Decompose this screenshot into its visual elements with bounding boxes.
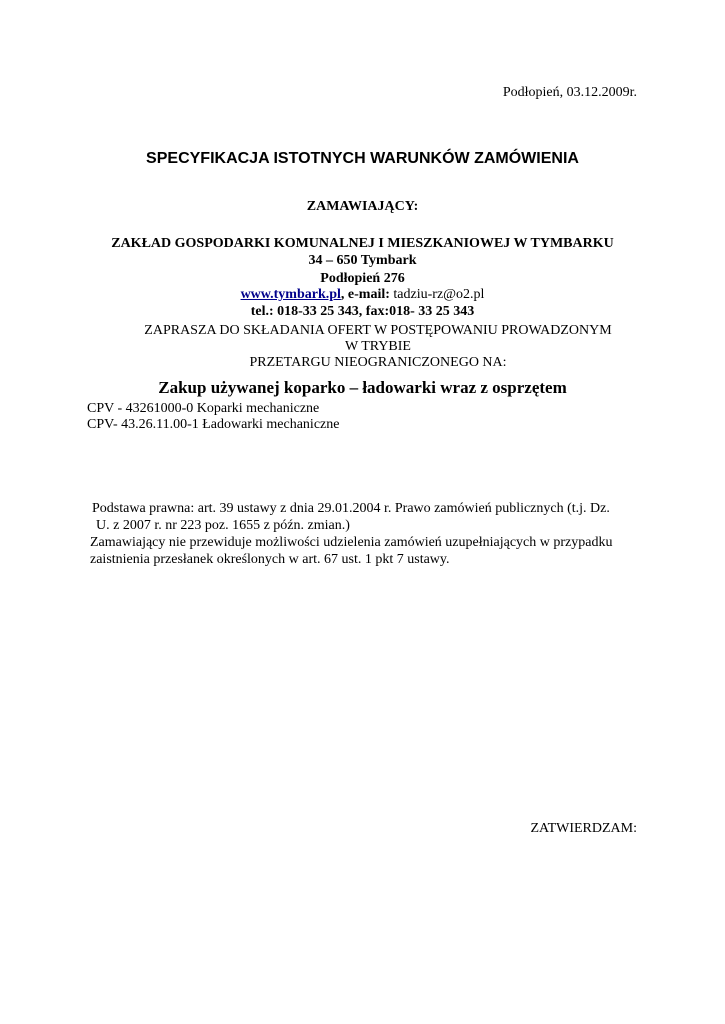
invitation-block: [118, 323, 638, 371]
invitation-line-2: W TRYBIE: [345, 339, 411, 354]
ordering-party-postal: 34 – 650 Tymbark: [308, 253, 417, 268]
document-date: Podłopień, 03.12.2009r.: [502, 85, 637, 100]
legal-basis-line-2: U. z 2007 r. nr 223 poz. 1655 z późn. zmian.): [96, 518, 350, 533]
no-supplementary-orders-note: Zamawiający nie przewiduje możliwości udzielenia zamówień uzupełniających w przypadku zaistnienia przesłanek określonych w art. 67 ust. 1 pkt 7 ustawy.: [90, 535, 613, 567]
approval-label: ZATWIERDZAM:: [530, 821, 637, 836]
cpv-code-1: CPV - 43261000-0 Koparki mechaniczne: [87, 401, 320, 416]
ordering-party-label: ZAMAWIAJĄCY:: [306, 199, 419, 214]
legal-basis-line-1: Podstawa prawna: art. 39 ustawy z dnia 29.01.2004 r. Prawo zamówień publicznych (t.j. Dz.: [92, 501, 610, 516]
ordering-party-address: Podłopień 276: [320, 271, 405, 286]
email-label: , e-mail:: [340, 287, 390, 302]
legal-basis-block: [90, 500, 635, 568]
ordering-party-name: ZAKŁAD GOSPODARKI KOMUNALNEJ I MIESZKANIOWEJ W TYMBARKU: [111, 236, 614, 251]
invitation-line-1: ZAPRASZA DO SKŁADANIA OFERT W POSTĘPOWANIU PROWADZONYM: [144, 323, 612, 338]
cpv-code-2: CPV- 43.26.11.00-1 Ładowarki mechaniczne: [87, 417, 340, 432]
procurement-subject: Zakup używanej koparko – ładowarki wraz z osprzętem: [158, 378, 567, 397]
website-link[interactable]: www.tymbark.pl: [240, 287, 341, 302]
email-address: tadziu-rz@o2.pl: [393, 287, 485, 302]
document-title: SPECYFIKACJA ISTOTNYCH WARUNKÓW ZAMÓWIENIA: [146, 150, 579, 167]
contact-line: [0, 287, 725, 303]
phone-fax: tel.: 018-33 25 343, fax:018- 33 25 343: [250, 304, 475, 319]
legal-basis: [90, 500, 635, 534]
invitation-line-3: PRZETARGU NIEOGRANICZONEGO NA:: [249, 355, 507, 370]
